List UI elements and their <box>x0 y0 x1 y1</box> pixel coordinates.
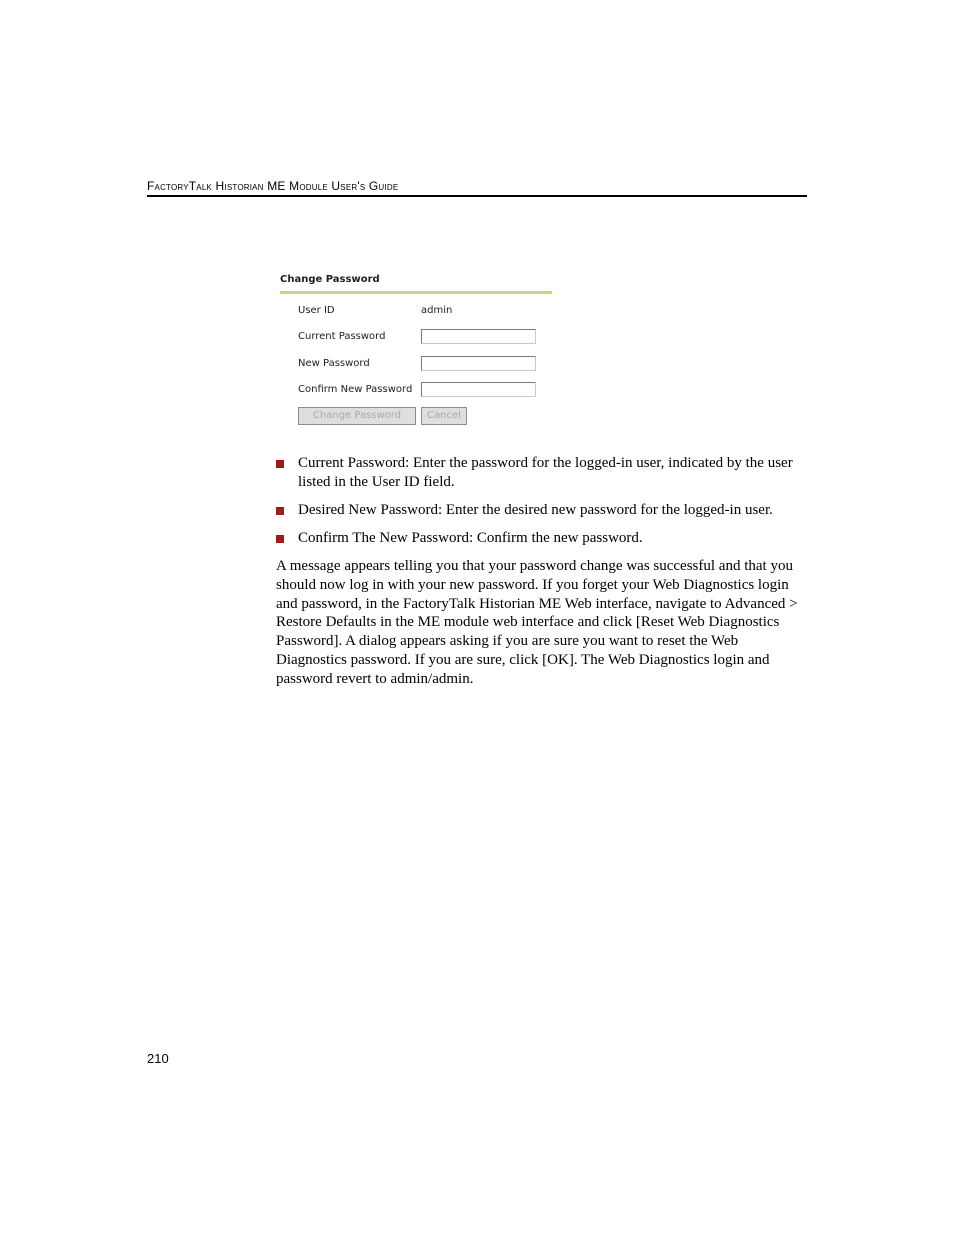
panel-title: Change Password <box>280 274 380 285</box>
bullet-text: Desired New Password: Enter the desired new password for the logged-in user. <box>298 502 773 518</box>
list-item <box>276 529 806 548</box>
running-header: FactoryTalk Historian ME Module User's Guide <box>147 179 399 193</box>
list-item <box>276 501 806 520</box>
page-number: 210 <box>147 1051 169 1066</box>
bullet-text: Current Password: Enter the password for the logged-in user, indicated by the user listed in the User ID field. <box>298 455 793 490</box>
square-bullet-icon <box>276 460 284 468</box>
header-rule <box>147 195 807 197</box>
square-bullet-icon <box>276 535 284 543</box>
change-password-panel <box>280 272 552 432</box>
list-item <box>276 454 806 492</box>
current-password-input[interactable] <box>421 329 536 344</box>
bullet-text: Confirm The New Password: Confirm the new password. <box>298 530 643 546</box>
new-password-label: New Password <box>298 358 370 369</box>
confirm-password-label: Confirm New Password <box>298 384 413 395</box>
user-id-value: admin <box>421 305 453 316</box>
new-password-input[interactable] <box>421 356 536 371</box>
change-password-button[interactable]: Change Password <box>298 407 416 425</box>
body-paragraph: A message appears telling you that your password change was successful and that you should now log in with your new password. If you forget your Web Diagnostics login and password, in the FactoryTalk Historian ME Web interface, navigate to Advanced > Restore Defaults in the ME module web interface and click [Reset Web Diagnostics Password]. A dialog appears asking if you are sure you want to reset the Web Diagnostics password. If you are sure, click [OK]. The Web Diagnostics login and password revert to admin/admin. <box>276 558 798 687</box>
bullet-list <box>276 454 806 557</box>
square-bullet-icon <box>276 507 284 515</box>
user-id-label: User ID <box>298 305 335 316</box>
panel-title-rule <box>280 291 552 294</box>
cancel-button[interactable]: Cancel <box>421 407 467 425</box>
current-password-label: Current Password <box>298 331 386 342</box>
confirm-password-input[interactable] <box>421 382 536 397</box>
